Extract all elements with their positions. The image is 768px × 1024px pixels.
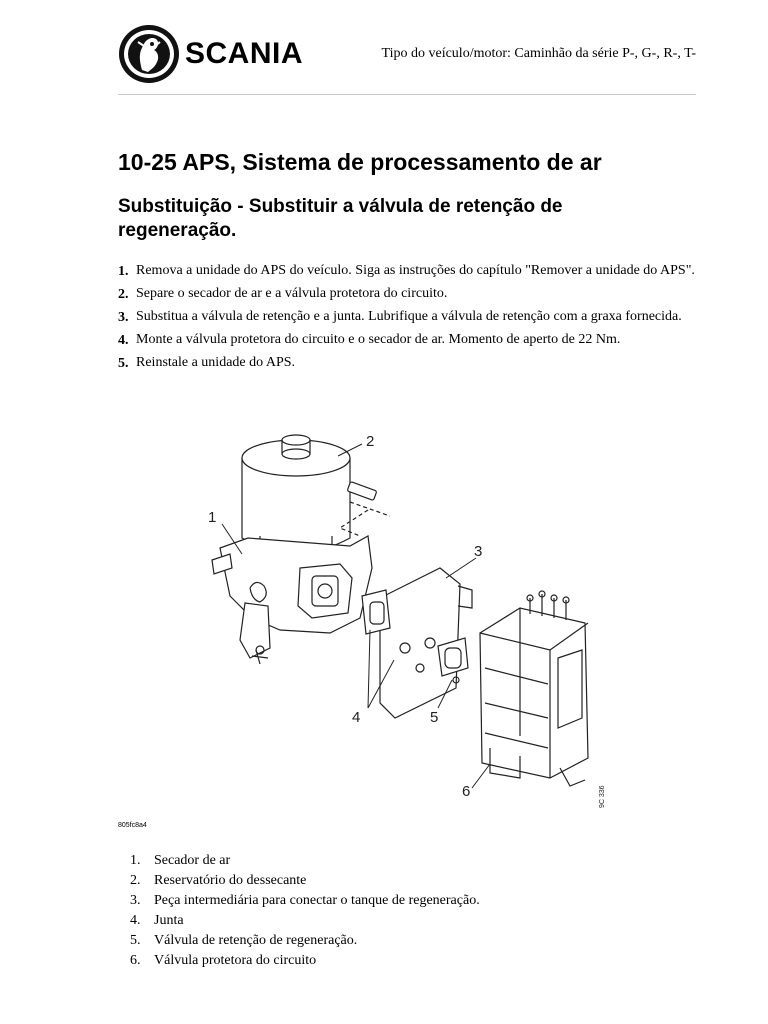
legend-text: Peça intermediária para conectar o tanque de regeneração. [154, 893, 480, 908]
legend-text: Reservatório do dessecante [154, 873, 307, 888]
legend-item [130, 871, 480, 891]
callout-3: 3 [474, 543, 483, 560]
legend-number: 3. [130, 893, 141, 908]
legend-item [130, 891, 480, 911]
legend-item [130, 911, 480, 931]
step-item [118, 285, 708, 303]
air-dryer-housing [212, 536, 372, 664]
step-item [118, 331, 708, 349]
callout-5: 5 [430, 709, 439, 726]
step-number: 5. [118, 356, 129, 371]
step-text: Remova a unidade do APS do veículo. Siga as instruções do capítulo "Remover a unidade do APS". [136, 263, 695, 278]
step-number: 4. [118, 333, 129, 348]
gasket [362, 590, 390, 634]
callout-4: 4 [352, 709, 361, 726]
step-text: Substitua a válvula de retenção e a junta. Lubrifique a válvula de retenção com a graxa fornecida. [136, 309, 682, 324]
step-item [118, 262, 708, 280]
legend-number: 1. [130, 853, 141, 868]
legend-text: Válvula protetora do circuito [154, 953, 317, 968]
legend-number: 4. [130, 913, 141, 928]
step-item [118, 308, 708, 326]
figure-side-code: 9C 336 [599, 785, 606, 808]
aps-exploded-diagram [190, 418, 630, 823]
parts-legend [130, 851, 480, 971]
step-text: Separe o secador de ar e a válvula protetora do circuito. [136, 286, 448, 301]
legend-text: Válvula de retenção de regeneração. [154, 933, 358, 948]
legend-item [130, 851, 480, 871]
legend-text: Secador de ar [154, 853, 231, 868]
step-number: 1. [118, 264, 129, 279]
circuit-protection-valve [480, 591, 588, 786]
legend-item [130, 951, 480, 971]
air-dryer-cartridge [242, 435, 350, 553]
step-text: Monte a válvula protetora do circuito e o secador de ar. Momento de aperto de 22 Nm. [136, 332, 621, 347]
vehicle-type-label: Tipo do veículo/motor: Caminhão da série P-, G-, R-, T- [381, 46, 696, 61]
step-text: Reinstale a unidade do APS. [136, 355, 296, 370]
page-title: 10-25 APS, Sistema de processamento de ar [118, 149, 602, 175]
step-number: 2. [118, 287, 129, 302]
procedure-steps [118, 262, 708, 377]
callout-6: 6 [462, 783, 471, 800]
callout-2: 2 [366, 433, 375, 450]
legend-text: Junta [154, 913, 184, 928]
figure-code: 805fc8a4 [118, 822, 147, 829]
document-header [118, 24, 696, 94]
scania-griffin-logo-icon [118, 24, 180, 84]
legend-item [130, 931, 480, 951]
legend-number: 5. [130, 933, 141, 948]
procedure-subtitle: Substituição - Substituir a válvula de retenção de regeneração. [118, 196, 563, 241]
legend-number: 6. [130, 953, 141, 968]
header-divider [118, 94, 696, 95]
callout-1: 1 [208, 509, 217, 526]
step-item [118, 354, 708, 372]
scania-wordmark: SCANIA [185, 37, 304, 70]
legend-number: 2. [130, 873, 141, 888]
step-number: 3. [118, 310, 129, 325]
